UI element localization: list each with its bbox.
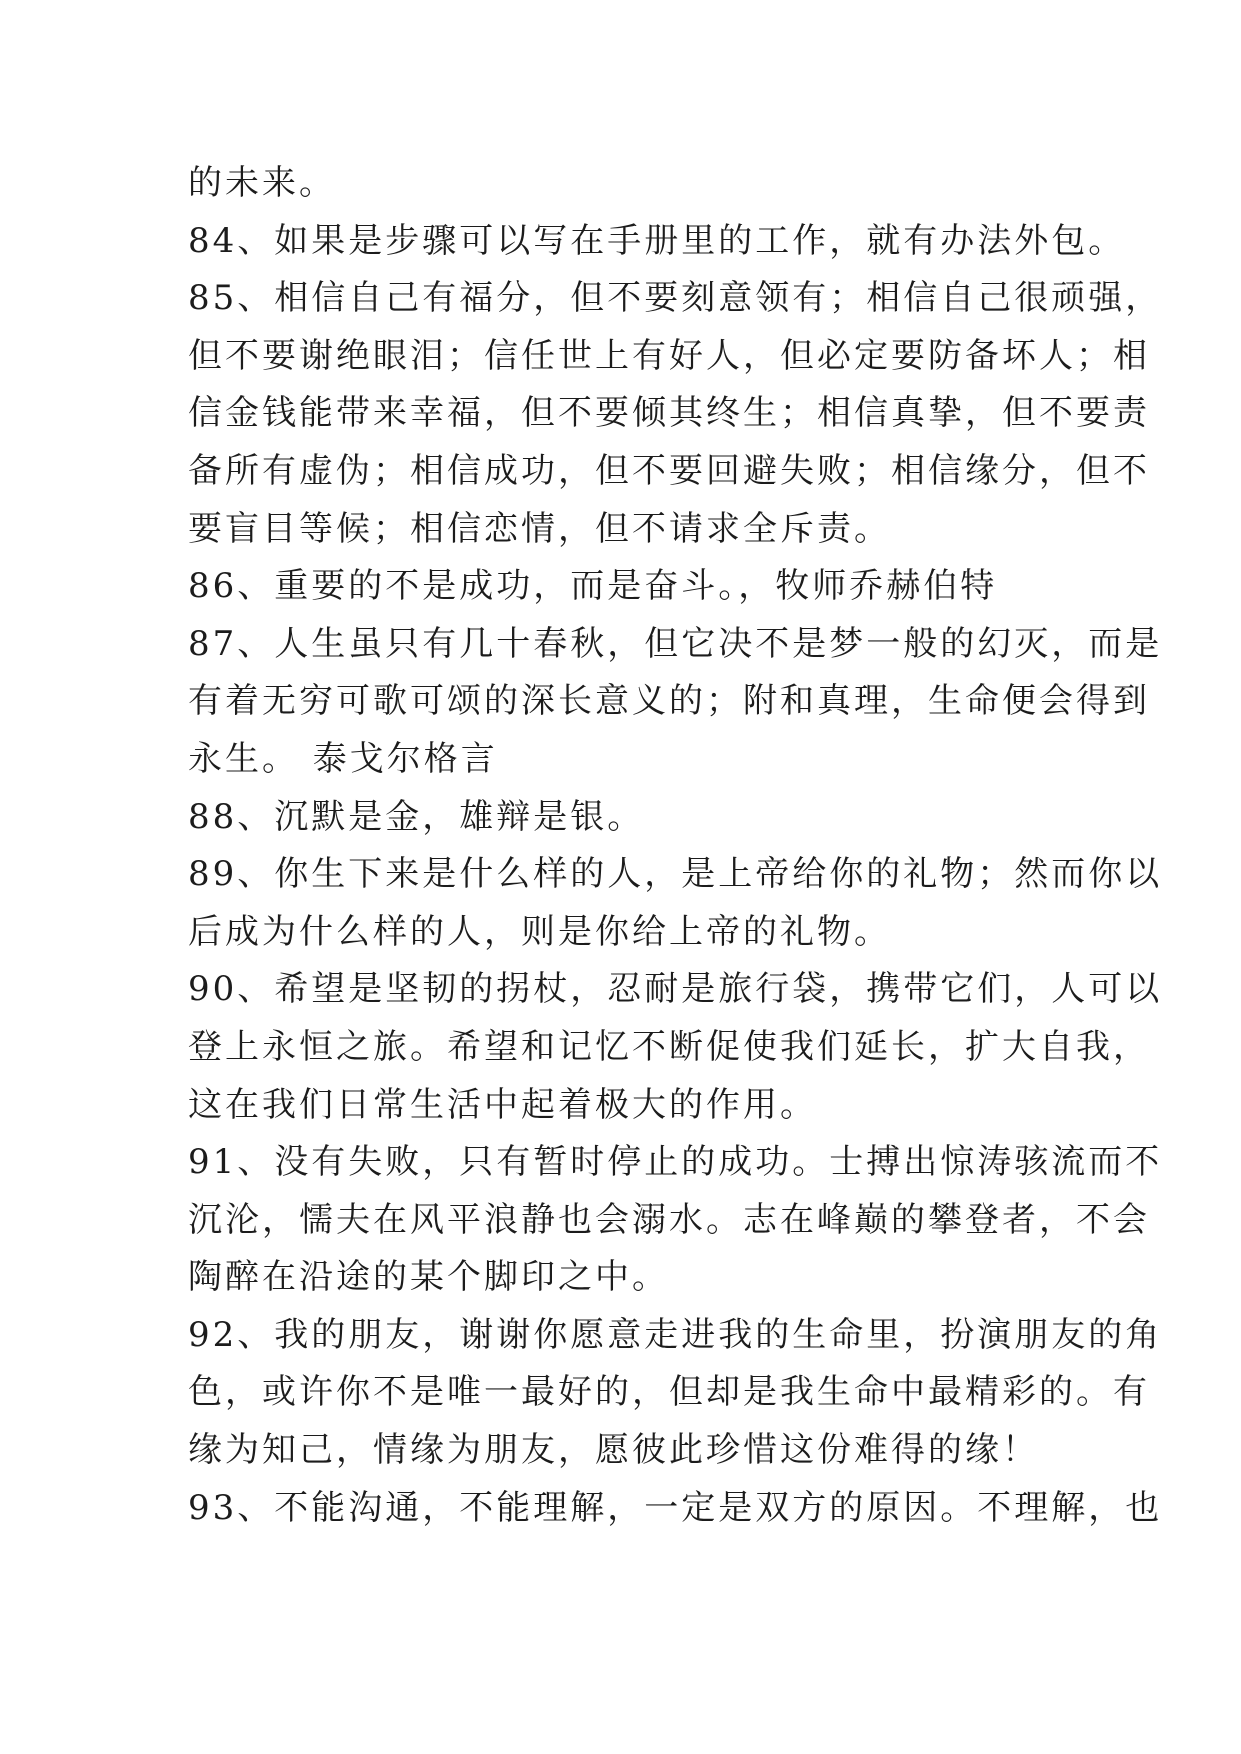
text-line: 87、人生虽只有几十春秋，但它决不是梦一般的幻灭，而是	[188, 623, 1163, 664]
text-line: 90、希望是坚韧的拐杖，忍耐是旅行袋，携带它们，人可以	[188, 969, 1163, 1010]
text-line: 的未来。	[188, 163, 336, 203]
text-line: 沉沦，懦夫在风平浪静也会溺水。志在峰巅的攀登者，不会	[188, 1199, 1150, 1240]
text-line: 88、沉默是金，雄辩是银。	[188, 796, 645, 837]
text-line: 缘为知己，情缘为朋友，愿彼此珍惜这份难得的缘！	[188, 1430, 1039, 1471]
text-line: 86、重要的不是成功，而是奋斗。，牧师乔赫伯特	[188, 566, 998, 607]
text-line: 91、没有失败，只有暂时停止的成功。士搏出惊涛骇流而不	[188, 1142, 1163, 1183]
text-line: 后成为什么样的人，则是你给上帝的礼物。	[188, 911, 891, 952]
text-line: 84、如果是步骤可以写在手册里的工作，就有办法外包。	[188, 220, 1126, 261]
text-line: 要盲目等候；相信恋情，但不请求全斥责。	[188, 508, 891, 549]
text-line: 登上永恒之旅。希望和记忆不断促使我们延长，扩大自我，	[188, 1026, 1150, 1067]
text-line: 有着无穷可歌可颂的深长意义的；附和真理，生命便会得到	[188, 681, 1150, 722]
text-line: 85、相信自己有福分，但不要刻意领有；相信自己很顽强，	[188, 278, 1163, 319]
text-line: 陶醉在沿途的某个脚印之中。	[188, 1257, 669, 1298]
text-line: 89、你生下来是什么样的人，是上帝给你的礼物；然而你以	[188, 854, 1163, 895]
text-line: 色，或许你不是唯一最好的，但却是我生命中最精彩的。有	[188, 1372, 1150, 1413]
text-line: 这在我们日常生活中起着极大的作用。	[188, 1084, 817, 1125]
text-line: 永生。 泰戈尔格言	[188, 738, 498, 779]
document-body	[188, 155, 1163, 1537]
text-line: 信金钱能带来幸福，但不要倾其终生；相信真挚，但不要责	[188, 393, 1150, 434]
text-line: 92、我的朋友，谢谢你愿意走进我的生命里，扮演朋友的角	[188, 1314, 1163, 1355]
text-line: 但不要谢绝眼泪；信任世上有好人，但必定要防备坏人；相	[188, 335, 1150, 376]
text-line: 93、不能沟通，不能理解，一定是双方的原因。不理解，也	[188, 1487, 1163, 1528]
text-line: 备所有虚伪；相信成功，但不要回避失败；相信缘分，但不	[188, 450, 1150, 491]
